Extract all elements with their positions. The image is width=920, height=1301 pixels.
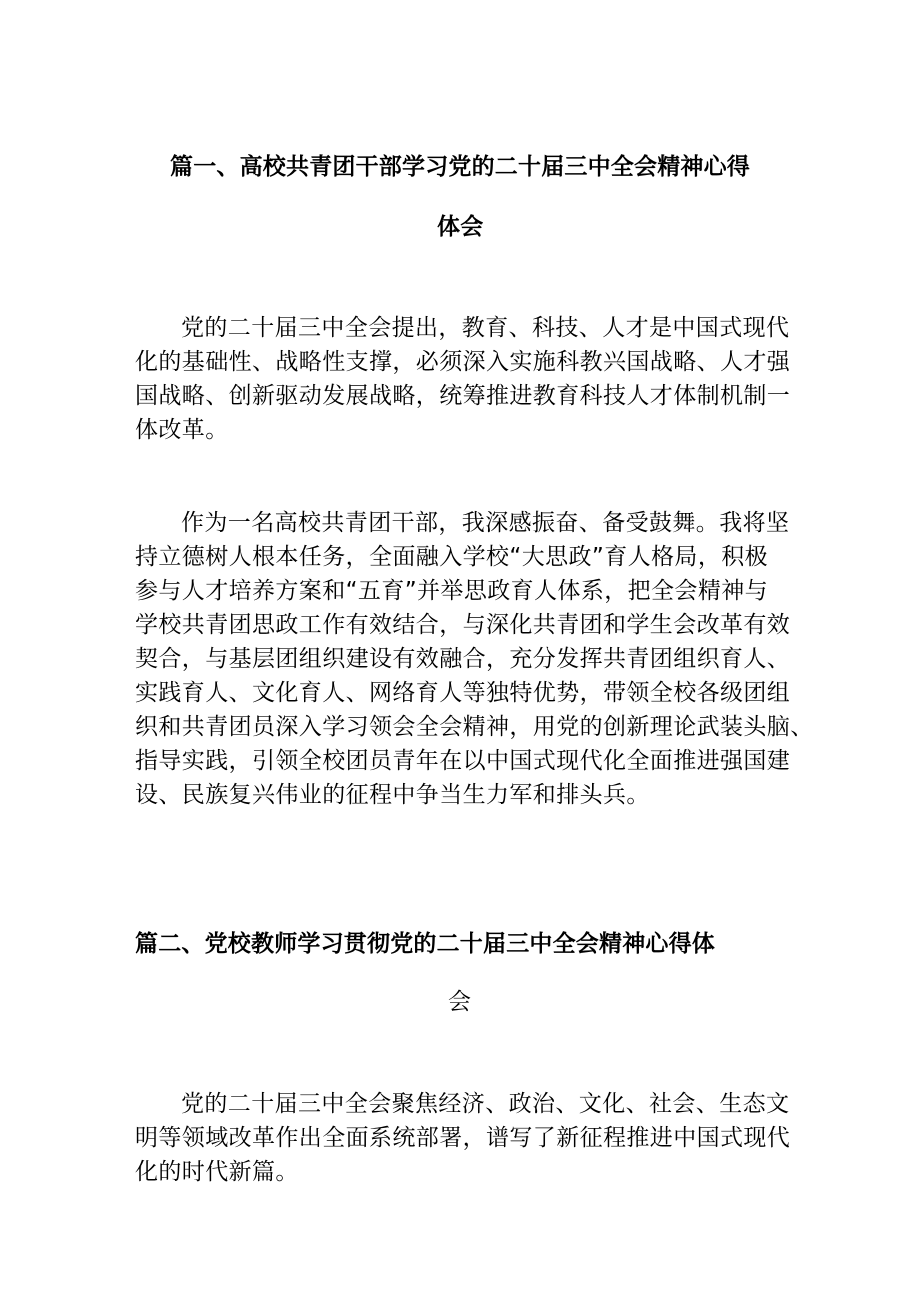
paragraph-line: 国战略、创新驱动发展战略，统筹推进教育科技人才体制机制一	[135, 383, 791, 409]
section1-title-line1: 篇一、高校共青团干部学习党的二十届三中全会精神心得	[170, 154, 750, 180]
section2-title-line2: 会	[448, 989, 472, 1015]
paragraph-line: 指导实践，引领全校团员青年在以中国式现代化全面推进强国建	[135, 748, 791, 774]
paragraph-line: 织和共青团员深入学习领会全会精神，用党的创新理论武装头脑、	[135, 714, 814, 740]
paragraph-line: 参与人才培养方案和“五育”并举思政育人体系，把全会精神与	[135, 578, 769, 604]
paragraph-line: 化的时代新篇。	[135, 1159, 299, 1185]
section1-title-line2: 体会	[437, 214, 484, 240]
paragraph-line: 契合，与基层团组织建设有效融合，充分发挥共青团组织育人、	[135, 646, 791, 672]
paragraph-line: 学校共青团思政工作有效结合，与深化共青团和学生会改革有效	[135, 612, 791, 638]
paragraph-line: 明等领域改革作出全面系统部署，谱写了新征程推进中国式现代	[135, 1125, 791, 1151]
paragraph-line: 实践育人、文化育人、网络育人等独特优势，带领全校各级团组	[135, 680, 791, 706]
paragraph-line: 党的二十届三中全会聚焦经济、政治、文化、社会、生态文	[181, 1091, 790, 1117]
section1-paragraph-1	[135, 311, 795, 447]
section1-paragraph-2	[135, 506, 814, 812]
paragraph-line: 持立德树人根本任务，全面融入学校“大思政”育人格局，积极	[135, 544, 769, 570]
section2-title-line1: 篇二、党校教师学习贯彻党的二十届三中全会精神心得体	[135, 931, 715, 957]
paragraph-line: 体改革。	[135, 417, 229, 443]
paragraph-line: 党的二十届三中全会提出，教育、科技、人才是中国式现代	[181, 315, 790, 341]
paragraph-line: 化的基础性、战略性支撑，必须深入实施科教兴国战略、人才强	[135, 349, 791, 375]
section2-paragraph-1	[135, 1087, 795, 1189]
paragraph-line: 作为一名高校共青团干部，我深感振奋、备受鼓舞。我将坚	[181, 510, 790, 536]
paragraph-line: 设、民族复兴伟业的征程中争当生力军和排头兵。	[135, 782, 650, 808]
